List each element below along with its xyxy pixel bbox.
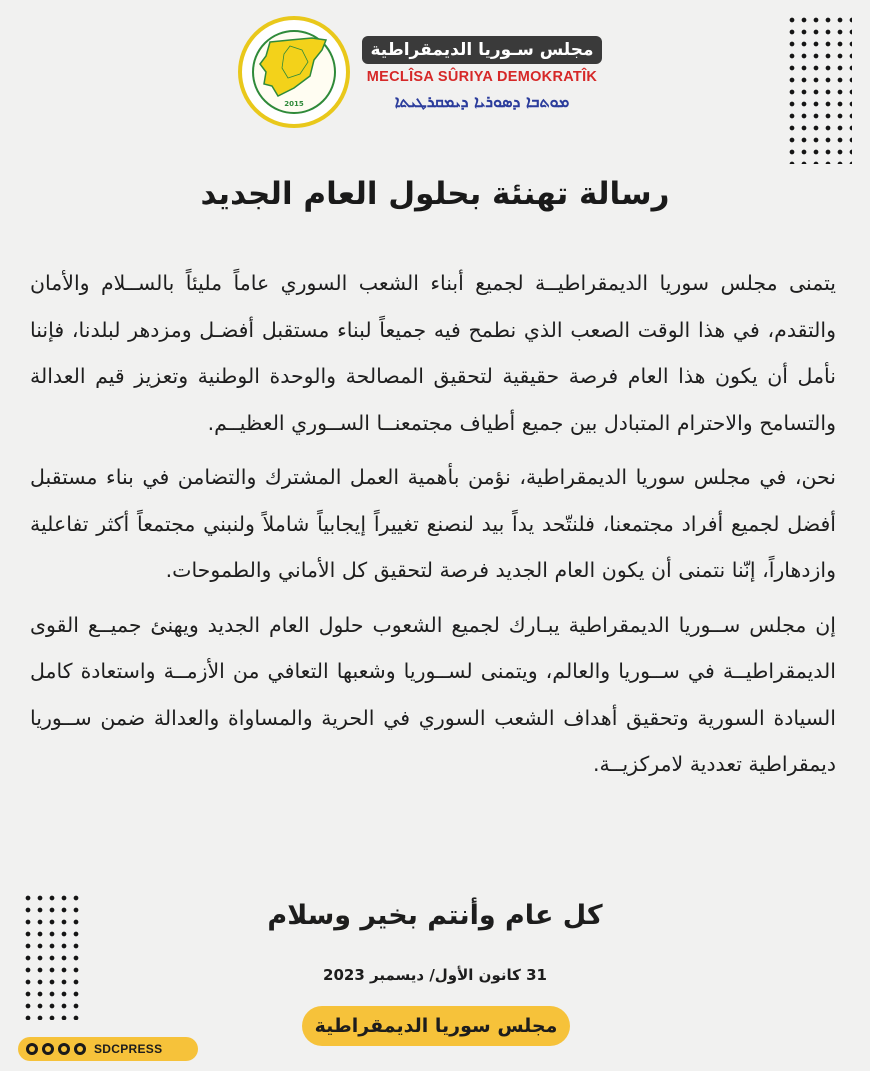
letter-date: 31 كانون الأول/ ديسمبر 2023 [323, 966, 547, 984]
syria-map-icon [256, 36, 332, 100]
youtube-icon [42, 1043, 54, 1055]
header-logo [238, 16, 638, 136]
org-name-kurdish: MECLÎSA SÛRIYA DEMOKRATÎK [366, 69, 598, 85]
social-handle-bar [18, 1037, 198, 1061]
facebook-icon [26, 1043, 38, 1055]
body-paragraph: يتمنى مجلس سوريا الديمقراطيــة لجميع أبناء الشعب السوري عاماً مليئاً بالســلام والأمان والتقدم، في هذا الوقت الصعب الذي نطمح فيه جميعاً لبناء مستقبل أفضـل ومزدهر لبلدنا، فإننا نأمل أن يكون هذا العام فرصة حقيقية لتحقيق المصالحة والوحدة الوطنية وتعزيز قيم العدالة والتسامح والاحترام المتبادل بين جميع أطياف مجتمعنــا الســوري العظيــم. [30, 271, 836, 435]
dot-pattern-decoration [22, 892, 84, 1020]
letter-body [30, 260, 836, 796]
org-name-arabic: مجلس سـوريا الديمقراطية [362, 36, 602, 64]
body-paragraph: نحن، في مجلس سوريا الديمقراطية، نؤمن بأهمية العمل المشترك والتضامن في بناء مستقبل أفضل لجميع أفراد مجتمعنا، فلنتّحد يداً بيد لنصنع تغييراً إيجابياً شاملاً ولنبني مجتمعاً أكثر تفاعلية وازدهاراً، إنّنا نتمنى أن يكون العام الجديد فرصة لتحقيق كل الأماني والطموحات. [30, 465, 836, 582]
seal-year: 2015 [284, 100, 304, 108]
body-paragraph: إن مجلس ســوريا الديمقراطية يبـارك لجميع الشعوب حلول العام الجديد ويهنئ جميــع القوى الديمقراطيــة في ســوريا والعالم، ويتمنى لســوريا وشعبها التعافي من الأزمــة واستعادة كامل السيادة السورية وتحقيق أهداف الشعب السوري في الحرية والمساواة والعدالة ضمن ســوريا ديمقراطية تعددية لامركزيــة. [30, 612, 836, 776]
org-name-syriac: ܡܘܬܒܐ ܕܣܘܪܝܐ ܕܝܡܩܪܛܝܬܐ [394, 92, 570, 111]
telegram-icon [74, 1043, 86, 1055]
closing-greeting: كل عام وأنتم بخير وسلام [267, 900, 603, 931]
council-seal-logo [238, 16, 350, 128]
dot-pattern-decoration [786, 14, 852, 164]
social-handle: SDCPRESS [94, 1042, 163, 1056]
signature-badge: مجلس سوريا الديمقراطية [302, 1006, 570, 1046]
letter-title: رسالة تهنئة بحلول العام الجديد [200, 176, 670, 212]
instagram-icon [58, 1043, 70, 1055]
